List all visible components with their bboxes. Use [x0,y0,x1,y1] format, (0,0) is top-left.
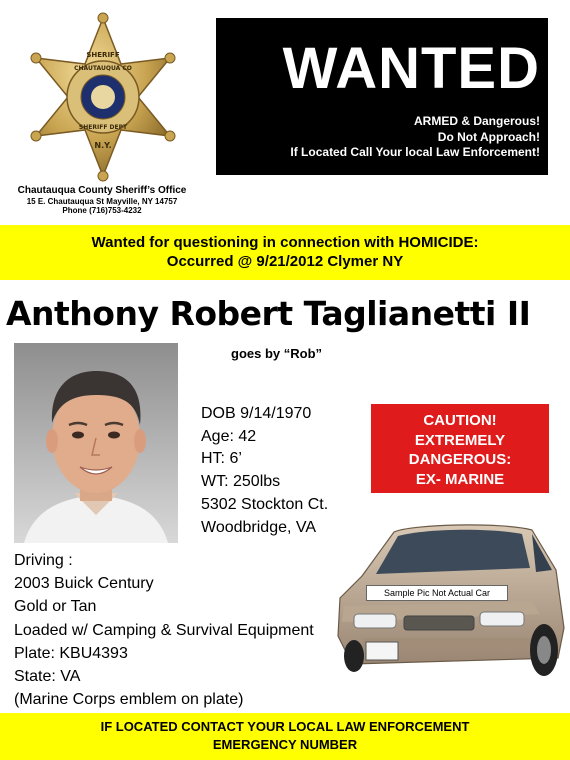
sheriff-office-info [4,185,200,215]
vehicle-driving: Driving : [14,552,73,569]
vehicle-model: 2003 Buick Century [14,575,154,593]
badge-text-dept: SHERIFF DEPT [78,124,128,131]
detail-weight: WT: 250lbs [201,473,281,491]
suspect-photo [14,343,178,543]
badge-text-state: N.Y. [94,141,112,150]
contact-line-2: EMERGENCY NUMBER [212,736,358,752]
detail-age: Age: 42 [201,427,257,445]
caution-line-3: DANGEROUS: [408,451,512,468]
contact-line-1: IF LOCATED CONTACT YOUR LOCAL LAW ENFORCEMENT [100,719,470,734]
badge-text-county: CHAUTAUQUA CO [74,65,132,72]
warning-call: If Located Call Your local Law Enforcement! [290,145,540,160]
detail-city: Woodbridge, VA [201,518,317,536]
office-phone: Phone (716)753-4232 [62,205,142,215]
warning-approach: Do Not Approach! [437,129,540,144]
caution-line-2: EXTREMELY [414,431,506,449]
vehicle-state: State: VA [14,667,81,685]
caution-line-4: EX- MARINE [415,470,505,488]
detail-street: 5302 Stockton Ct. [201,495,329,513]
sheriff-star-badge-icon [18,12,188,182]
homicide-line: Wanted for questioning in connection with HOMICIDE: [91,234,479,251]
car-photo [332,518,568,688]
wanted-header [216,18,548,175]
suspect-name: Anthony Robert Taglianetti II [6,294,531,333]
car-photo-label: Sample Pic Not Actual Car [366,585,508,601]
wanted-title: WANTED [282,36,540,101]
homicide-banner [0,225,570,280]
office-address: 15 E. Chautauqua St Mayville, NY 14757 [26,196,178,206]
contact-banner [0,713,570,760]
vehicle-info [14,549,314,711]
vehicle-cargo: Loaded w/ Camping & Survival Equipment [14,621,314,639]
suspect-details [201,403,328,539]
detail-height: HT: 6’ [201,450,242,468]
caution-line-1: CAUTION! [423,412,497,429]
occurred-line: Occurred @ 9/21/2012 Clymer NY [166,252,404,270]
detail-dob: DOB 9/14/1970 [201,405,312,422]
vehicle-plate: Plate: KBU4393 [14,644,128,662]
office-name: Chautauqua County Sheriff’s Office [17,185,187,196]
caution-box [371,404,549,493]
vehicle-plate-note: (Marine Corps emblem on plate) [14,691,244,709]
warning-armed: ARMED & Dangerous! [413,114,540,128]
vehicle-color: Gold or Tan [14,598,97,616]
badge-text-top: SHERIFF [86,51,120,59]
suspect-alias: goes by “Rob” [231,346,323,361]
